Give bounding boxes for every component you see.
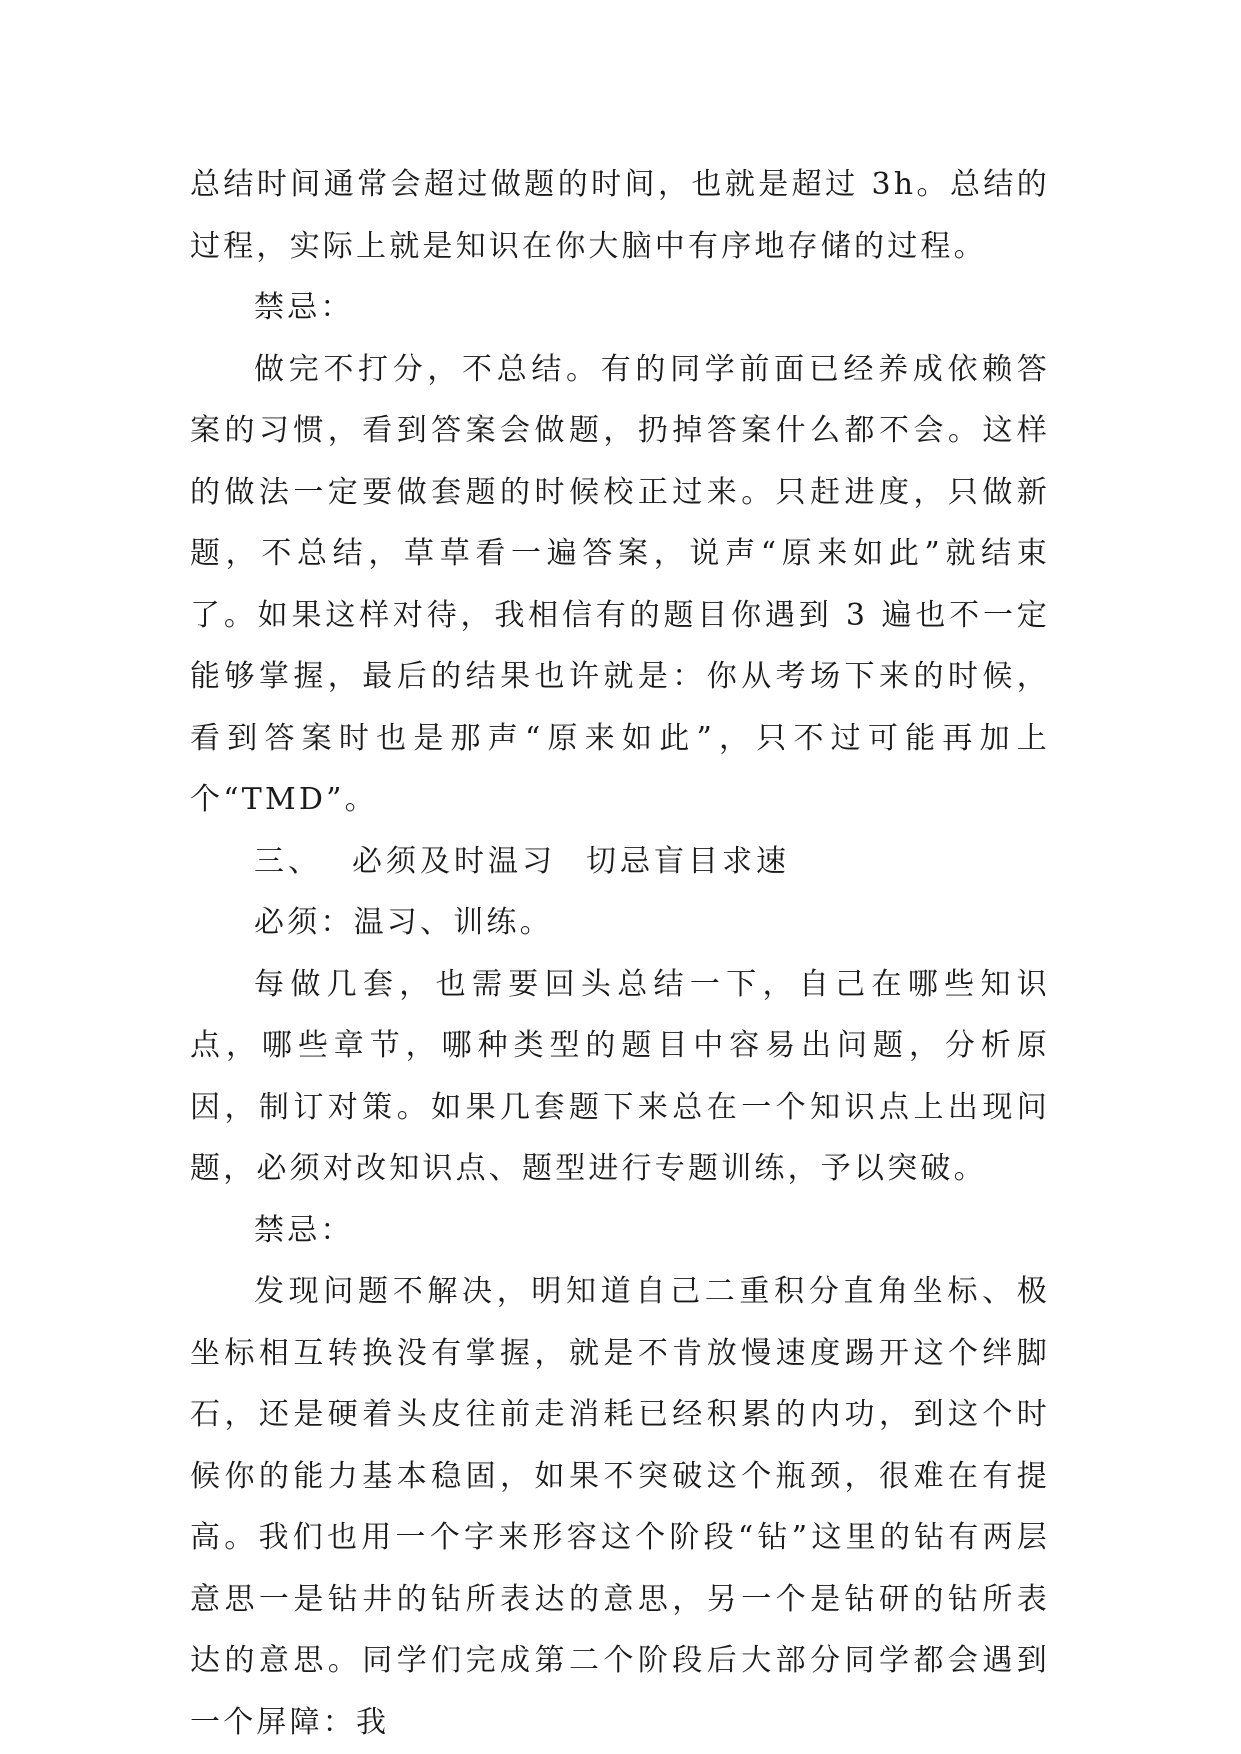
paragraph-review-sets: 每做几套，也需要回头总结一下，自己在哪些知识点，哪些章节，哪种类型的题目中容易出问题，分析原因，制订对策。如果几套题下来总在一个知识点上出现问题，必须对改知识点、题型进行专题训练，予以突破。 bbox=[190, 966, 1050, 1186]
paragraph-taboo-label: 禁忌： bbox=[254, 290, 354, 325]
section-title-part-a: 必须及时温习 bbox=[352, 843, 556, 879]
paragraph-taboo-label-2: 禁忌： bbox=[254, 1212, 354, 1248]
paragraph-must-label: 必须：温习、训练。 bbox=[254, 905, 553, 940]
paragraph-summary-time: 总结时间通常会超过做题的时间，也就是超过 3h。总结的过程，实际上就是知识在你大脑中有序地存储的过程。 bbox=[190, 167, 1050, 264]
paragraph-unsolved-problems: 发现问题不解决，明知道自己二重积分直角坐标、极坐标相互转换没有掌握，就是不肯放慢速度踢开这个绊脚石，还是硬着头皮往前走消耗已经积累的内功，到这个时候你的能力基本稳固，如果不突破这个瓶颈，很难在有提高。我们也用一个字来形容这个阶段“钻”这里的钻有两层意思一是钻井的钻所表达的意思，另一个是钻研的钻所表达的意思。同学们完成第二个阶段后大部分同学都会遇到一个屏障：我 bbox=[190, 1274, 1050, 1740]
section-number: 三、 bbox=[254, 843, 322, 879]
document-body bbox=[190, 154, 1050, 1753]
section-title-part-b: 切忌盲目求速 bbox=[586, 843, 790, 879]
paragraph-taboo-no-scoring: 做完不打分，不总结。有的同学前面已经养成依赖答案的习惯，看到答案会做题，扔掉答案什么都不会。这样的做法一定要做套题的时候校正过来。只赶进度，只做新题，不总结，草草看一遍答案，说声“原来如此”就结束了。如果这样对待，我相信有的题目你遇到 3 遍也不一定能够掌握，最后的结果也许就是：你从考场下来的时候，看到答案时也是那声“原来如此”，只不过可能再加上个“TMD”。 bbox=[190, 351, 1050, 817]
section-heading-three bbox=[190, 831, 1050, 893]
